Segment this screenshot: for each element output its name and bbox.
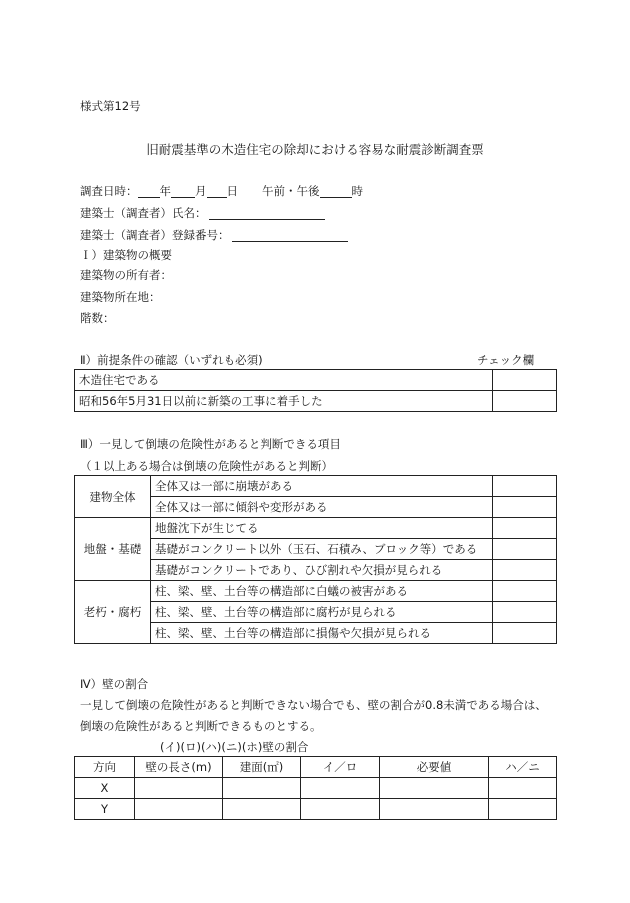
survey-month-field[interactable] bbox=[171, 185, 195, 198]
survey-hour-label: 時 bbox=[351, 184, 363, 198]
architect-reg-row bbox=[80, 228, 348, 242]
survey-year-label: 年 bbox=[159, 184, 171, 198]
check-cell[interactable] bbox=[493, 391, 557, 412]
survey-ampm-label: 午前・午後 bbox=[262, 184, 320, 198]
survey-day-label: 日 bbox=[226, 184, 238, 198]
check-cell[interactable] bbox=[493, 539, 557, 560]
hazard-item: 全体又は一部に傾斜や変形がある bbox=[151, 497, 493, 518]
hazard-category: 地盤・基礎 bbox=[75, 518, 151, 581]
check-column-header: チェック欄 bbox=[477, 353, 535, 367]
input-cell[interactable] bbox=[301, 778, 380, 799]
survey-date-row bbox=[80, 184, 363, 198]
check-cell[interactable] bbox=[493, 602, 557, 623]
location-label: 建築物所在地： bbox=[80, 290, 161, 304]
wall-ratio-caption: (イ)(ロ)(ハ)(ニ)(ホ)壁の割合 bbox=[160, 740, 309, 754]
prerequisite-table bbox=[74, 369, 557, 412]
table-row bbox=[75, 370, 557, 391]
check-cell[interactable] bbox=[493, 497, 557, 518]
check-cell[interactable] bbox=[493, 560, 557, 581]
check-cell[interactable] bbox=[493, 370, 557, 391]
input-cell[interactable] bbox=[301, 799, 380, 820]
hazard-item: 柱、梁、壁、土台等の構造部に損傷や欠損が見られる bbox=[151, 623, 493, 644]
survey-hour-field[interactable] bbox=[320, 185, 352, 198]
architect-reg-field[interactable] bbox=[232, 229, 348, 242]
column-header: 方向 bbox=[75, 757, 135, 778]
column-header: 必要値 bbox=[380, 757, 489, 778]
survey-year-field[interactable] bbox=[138, 185, 160, 198]
page-title: 旧耐震基準の木造住宅の除却における容易な耐震診断調査票 bbox=[146, 142, 484, 157]
direction-cell: Y bbox=[75, 799, 135, 820]
check-cell[interactable] bbox=[493, 581, 557, 602]
input-cell[interactable] bbox=[135, 799, 223, 820]
table-row bbox=[75, 391, 557, 412]
direction-cell: X bbox=[75, 778, 135, 799]
table-row bbox=[75, 799, 557, 820]
hazard-item: 柱、梁、壁、土台等の構造部に白蟻の被害がある bbox=[151, 581, 493, 602]
section3-heading: Ⅲ）一見して倒壊の危険性があると判断できる項目 bbox=[80, 437, 341, 451]
survey-date-label: 調査日時： bbox=[80, 184, 138, 198]
column-header: イ／ロ bbox=[301, 757, 380, 778]
architect-name-field[interactable] bbox=[209, 207, 325, 220]
input-cell[interactable] bbox=[489, 799, 557, 820]
column-header: 建面(㎡) bbox=[223, 757, 301, 778]
prerequisite-item: 木造住宅である bbox=[75, 370, 493, 391]
hazard-item: 地盤沈下が生じてる bbox=[151, 518, 493, 539]
section4-heading: Ⅳ）壁の割合 bbox=[80, 677, 149, 691]
check-cell[interactable] bbox=[493, 476, 557, 497]
form-number: 様式第12号 bbox=[80, 99, 141, 113]
floors-label: 階数： bbox=[80, 311, 115, 325]
survey-month-label: 月 bbox=[195, 184, 207, 198]
input-cell[interactable] bbox=[223, 778, 301, 799]
prerequisite-item: 昭和56年5月31日以前に新築の工事に着手した bbox=[75, 391, 493, 412]
section2-heading: Ⅱ）前提条件の確認（いずれも必須) bbox=[80, 353, 263, 367]
table-row bbox=[75, 778, 557, 799]
wall-ratio-table bbox=[74, 756, 557, 820]
input-cell[interactable] bbox=[380, 778, 489, 799]
architect-reg-label: 建築士（調査者）登録番号： bbox=[80, 228, 230, 242]
table-row bbox=[75, 518, 557, 539]
hazard-category: 老朽・腐朽 bbox=[75, 581, 151, 644]
input-cell[interactable] bbox=[380, 799, 489, 820]
table-header-row bbox=[75, 757, 557, 778]
hazard-item: 基礎がコンクリート以外（玉石、石積み、ブロック等）である bbox=[151, 539, 493, 560]
owner-label: 建築物の所有者： bbox=[80, 268, 172, 282]
section1-heading: Ｉ）建築物の概要 bbox=[80, 248, 172, 262]
hazard-item: 柱、梁、壁、土台等の構造部に腐朽が見られる bbox=[151, 602, 493, 623]
hazard-category: 建物全体 bbox=[75, 476, 151, 518]
column-header: ハ／ニ bbox=[489, 757, 557, 778]
architect-name-row bbox=[80, 206, 325, 220]
check-cell[interactable] bbox=[493, 518, 557, 539]
table-row bbox=[75, 581, 557, 602]
section4-description-line2: 倒壊の危険性があると判断できるものとする。 bbox=[80, 719, 322, 733]
hazard-table bbox=[74, 475, 557, 644]
hazard-item: 基礎がコンクリートであり、ひび割れや欠損が見られる bbox=[151, 560, 493, 581]
input-cell[interactable] bbox=[489, 778, 557, 799]
input-cell[interactable] bbox=[223, 799, 301, 820]
input-cell[interactable] bbox=[135, 778, 223, 799]
section3-subheading: （１以上ある場合は倒壊の危険性があると判断） bbox=[80, 459, 333, 473]
check-cell[interactable] bbox=[493, 623, 557, 644]
architect-name-label: 建築士（調査者）氏名： bbox=[80, 206, 207, 220]
survey-day-field[interactable] bbox=[207, 185, 227, 198]
hazard-item: 全体又は一部に崩壊がある bbox=[151, 476, 493, 497]
column-header: 壁の長さ(m) bbox=[135, 757, 223, 778]
table-row bbox=[75, 476, 557, 497]
section4-description-line1: 一見して倒壊の危険性があると判断できない場合でも、壁の割合が0.8未満である場合は、 bbox=[80, 698, 547, 712]
